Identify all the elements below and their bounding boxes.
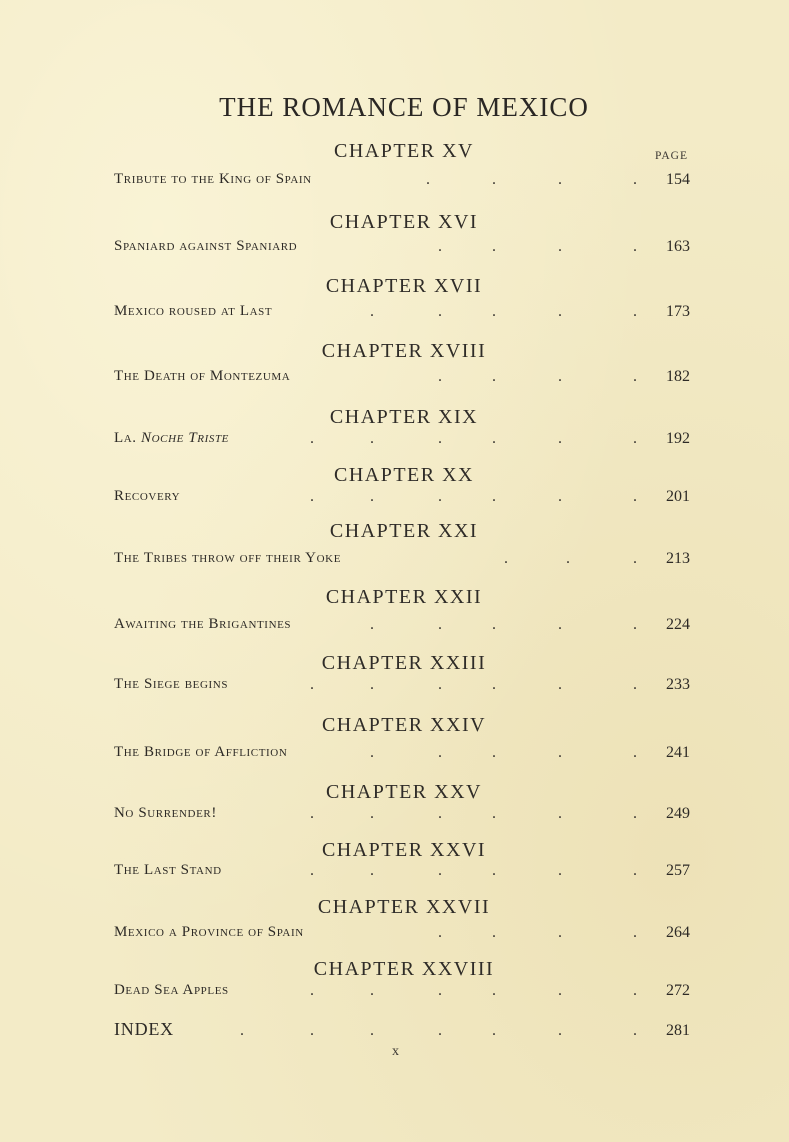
entry-title: Recovery (114, 488, 181, 504)
page-column-header: PAGE (655, 150, 688, 162)
chapter-heading: CHAPTER XXIII (321, 652, 487, 674)
entry-title: Mexico roused at Last (114, 303, 273, 319)
chapter-heading: CHAPTER XXVII (317, 896, 491, 918)
entry-title: The Last Stand (114, 862, 222, 878)
page-folio: x (392, 1044, 399, 1059)
chapter-heading: CHAPTER XX (333, 464, 474, 486)
entry-page-number: 154 (666, 171, 690, 188)
toc-entry[interactable]: Tribute to the King of Spain . . . . 154 (114, 171, 690, 188)
entry-page-number: 224 (666, 616, 690, 633)
toc-entry[interactable]: The Bridge of Affliction . . . . . 241 (114, 744, 690, 761)
chapter-heading: CHAPTER XXVI (321, 839, 487, 861)
entry-page-number: 249 (666, 805, 690, 822)
chapter-heading: CHAPTER XXIV (321, 714, 487, 736)
toc-entry[interactable]: Recovery . . . . . . 201 (114, 488, 690, 505)
entry-page-number: 201 (666, 488, 690, 505)
chapter-heading: CHAPTER XVIII (321, 340, 487, 362)
entry-page-number: 192 (666, 430, 690, 447)
index-entry[interactable]: INDEX . . . . . . . 281 (114, 1019, 690, 1039)
chapter-heading: CHAPTER XV (333, 140, 474, 162)
entry-page-number: 163 (666, 238, 690, 255)
entry-title: Spaniard against Spaniard (114, 238, 298, 254)
chapter-heading: CHAPTER XIX (329, 406, 479, 428)
chapter-heading: CHAPTER XVI (329, 211, 479, 233)
toc-entry[interactable]: La. Noche Triste . . . . . . 192 (114, 430, 690, 447)
chapter-heading: CHAPTER XXII (325, 586, 483, 608)
entry-title: The Death of Montezuma (114, 368, 291, 384)
toc-entry[interactable]: Dead Sea Apples . . . . . . 272 (114, 982, 690, 999)
index-title: INDEX (114, 1019, 174, 1039)
entry-page-number: 241 (666, 744, 690, 761)
index-page-number: 281 (666, 1022, 690, 1039)
entry-title (114, 430, 229, 447)
chapter-heading: CHAPTER XVII (325, 275, 483, 297)
entry-title-italic: Noche Triste (141, 430, 229, 446)
toc-entry[interactable]: Awaiting the Brigantines . . . . . 224 (114, 616, 690, 633)
entry-page-number: 264 (666, 924, 690, 941)
toc-entry[interactable]: Mexico a Province of Spain . . . . 264 (114, 924, 690, 941)
entry-page-number: 213 (666, 550, 690, 567)
entry-title: The Siege begins (114, 676, 229, 692)
toc-entry[interactable]: The Siege begins . . . . . . 233 (114, 676, 690, 693)
toc-entry[interactable]: No Surrender! . . . . . . 249 (114, 805, 690, 822)
chapter-heading: CHAPTER XXV (326, 781, 482, 803)
entry-title: No Surrender! (114, 805, 217, 821)
entry-title: Mexico a Province of Spain (114, 924, 304, 940)
chapter-heading: CHAPTER XXVIII (313, 958, 495, 980)
entry-title: Awaiting the Brigantines (114, 616, 292, 632)
entry-title: The Bridge of Affliction (114, 744, 288, 760)
toc-entry[interactable]: The Death of Montezuma . . . . 182 (114, 368, 690, 385)
entry-page-number: 257 (666, 862, 690, 879)
entry-page-number: 173 (666, 303, 690, 320)
entry-title: Dead Sea Apples (114, 982, 229, 998)
chapter-heading: CHAPTER XXI (329, 520, 479, 542)
entry-title-prefix: La. (114, 430, 142, 446)
entry-page-number: 182 (666, 368, 690, 385)
entry-title: Tribute to the King of Spain (114, 171, 312, 187)
toc-entry[interactable]: Mexico roused at Last . . . . . 173 (114, 303, 690, 320)
toc-entry[interactable]: The Last Stand . . . . . . 257 (114, 862, 690, 879)
entry-page-number: 272 (666, 982, 690, 999)
entry-title: The Tribes throw off their Yoke (114, 550, 342, 566)
toc-entry[interactable]: Spaniard against Spaniard . . . . 163 (114, 238, 690, 255)
toc-entry[interactable]: The Tribes throw off their Yoke . . . 213 (114, 550, 690, 567)
book-title: THE ROMANCE OF MEXICO (219, 92, 589, 122)
entry-page-number: 233 (666, 676, 690, 693)
